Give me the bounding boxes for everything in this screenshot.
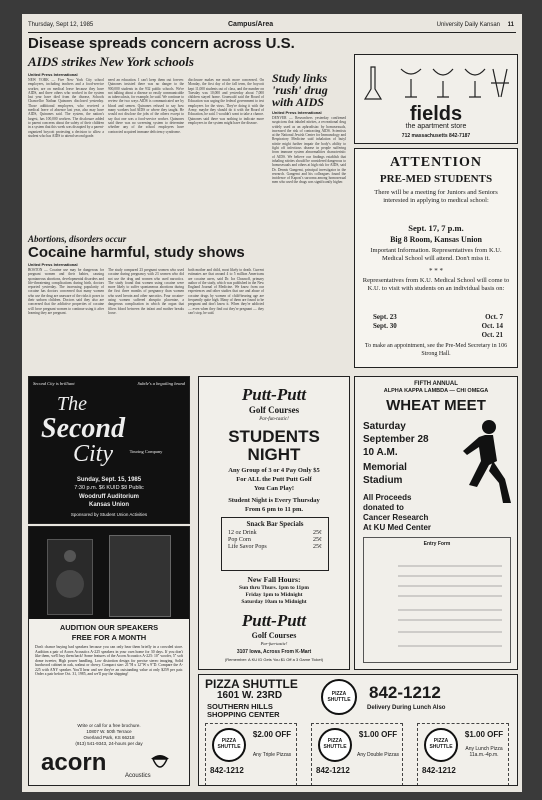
visit-date: Oct. 7 <box>485 313 503 321</box>
premed-meeting-date: Sept. 17, 7 p.m. <box>408 223 464 233</box>
snack-bar-box <box>221 517 329 571</box>
acorn-acoustics-ad <box>28 526 190 786</box>
aids-subhead: AIDS strikes New York schools <box>28 54 194 69</box>
coupon-logo: PIZZA SHUTTLE <box>424 728 458 762</box>
wheat-proceeds: At KU Med Center <box>363 523 432 532</box>
snack-bar-title: Snack Bar Specials <box>246 520 304 528</box>
cocaine-column-1: BOSTON — Cocaine use may be dangerous for pregnant women and their babies, causing spontaneous abortions, developmental disorders and life-threatening complications during birth, doctors reported yesterday. The increasing popularity of cocaine has doctors concerned that many women who use the drug are unaware of the risks it poses to their unborn children. Doctors said they also are concerned that the addictive properties of cocaine will force pregnant women to continue using it after learning they are pregnant. <box>28 268 104 315</box>
pizza-shuttle-logo: PIZZA SHUTTLE <box>321 679 357 715</box>
pizza-address: 1601 W. 23RD <box>217 690 283 701</box>
putt-putt-courses: Golf Courses <box>248 405 300 415</box>
snack-item: Life Savor Pops <box>228 544 267 550</box>
header-section: Campus/Area <box>228 21 274 28</box>
second-city-time: 7:30 p.m. $6 KUID $8 Public <box>74 485 144 491</box>
snack-price: 25¢ <box>313 530 322 536</box>
second-city-quote-right: Subtle's a beguiling brand <box>137 381 185 386</box>
aids-byline: United Press International <box>28 72 78 77</box>
fall-hours-line: Saturday 10am to Midnight <box>241 599 307 605</box>
coupon-double[interactable] <box>311 723 403 786</box>
snack-item: 12 oz Drink <box>228 530 257 536</box>
acorn-address2: Overland Park, KS 66218 <box>83 735 135 740</box>
wheat-proceeds: Cancer Research <box>363 513 429 522</box>
acorn-phone: (913) 541-9343, 24-hours per day <box>75 741 143 746</box>
entry-form-title: Entry Form <box>423 541 451 547</box>
snack-price: 25¢ <box>313 544 322 550</box>
second-city-ad <box>28 376 190 524</box>
visit-date: Sept. 23 <box>373 313 397 321</box>
second-city-logo-city: City <box>73 441 113 467</box>
premed-divider-stars: * * * <box>429 267 443 275</box>
fields-tagline: the apartment store <box>405 123 467 130</box>
rush-headline: Study links 'rush' drug with AIDS <box>272 71 328 109</box>
aids-column-3: disclosure makes me much more concerned. On Monday, the first day of the fall term, the boycott kept 11,000 students out of class, and the number on Tuesday was 10,000 and yesterday about 7,000 children stayed home. Grunwald said the Board of Education was urging the federal government to test employees for the virus. They're doing it with the Army; maybe they should do it with the Board of Education, he said. I wouldn't want to take a chance. Quinones said there was nothing to indicate more employees in the system might have the disease. <box>188 78 264 125</box>
pizza-center: SOUTHERN HILLS <box>207 702 273 711</box>
pizza-phone: 842-1212 <box>369 683 441 702</box>
putt-putt-students: STUDENTS <box>228 427 320 446</box>
coupon-phone: 842-1212 <box>422 766 456 775</box>
fall-hours-line: Sun thru Thurs. 1pm to 11pm <box>239 585 309 591</box>
page-header <box>28 20 516 33</box>
coupon-amount: $1.00 OFF <box>464 730 504 739</box>
second-city-troupe: Touring Company <box>129 449 163 454</box>
putt-putt-hours: From 6 pm to 11 pm. <box>244 506 304 513</box>
putt-putt-all-golf: For ALL the Putt Putt Golf <box>236 476 312 483</box>
fields-ad <box>354 54 518 144</box>
acorn-address: 10807 W. 50th Terrace <box>86 729 132 734</box>
fields-logo: fields <box>409 103 463 125</box>
coupon-amount: $1.00 OFF <box>358 730 398 739</box>
putt-putt-logo: Putt-Putt <box>241 385 307 404</box>
putt-putt-courses-bottom: Golf Courses <box>251 631 297 640</box>
coupon-logo: PIZZA SHUTTLE <box>212 728 246 762</box>
wheat-meet-ad <box>354 376 518 670</box>
coupon-description: Any Triple Pizzas <box>252 752 292 758</box>
cocaine-byline: United Press International <box>28 262 78 267</box>
acorn-write: Write or call for a free brochure. <box>77 723 141 728</box>
premed-info: Important Information. Representatives from K.U. Medical School will attend. Don't miss it. <box>370 247 502 262</box>
newspaper-page <box>22 14 522 792</box>
putt-putt-tagline-bottom: Par-fun-tastic! <box>260 641 288 646</box>
putt-putt-logo-bottom: Putt-Putt <box>241 611 307 630</box>
coupon-description: Any Double Pizzas <box>357 752 399 758</box>
rush-body: DENVER — Researchers yesterday confirmed suspicions that inhaled nitrites, a recreational drug widely used as an aphrodisiac by homosexuals, increased the risk of contracting AIDS. Scientists at the National Jewish Center for Immunology and Respiratory Medicine said inhalation of butyl nitrite might further impair the body's ability to fight off infectious disease in people suffering from immune system abnormalities characteristic of AIDS. We believe our findings establish that inhaling nitrites should be considered dangerous to homosexuals and others at high risk for AIDS, said Dr. Dennis Gangemi, principal investigator in the research. Gangemi and his colleagues found the incidence of Kaposi's sarcoma among homosexual men who used the drugs was significantly higher. <box>272 116 346 185</box>
coupon-phone: 842-1212 <box>316 766 350 775</box>
wheat-meet-title: WHEAT MEET <box>386 397 486 414</box>
wine-glasses-illustration <box>361 63 511 101</box>
putt-putt-remember: (Remember: A KU ID Gets You $1 Off a 3 Game Ticket) <box>224 657 324 662</box>
acorn-title2: FREE FOR A MONTH <box>71 633 147 642</box>
rush-byline: United Press International <box>272 110 322 115</box>
pizza-delivery: Delivery During Lunch Also <box>367 705 446 711</box>
fall-hours-line: Friday 1pm to Midnight <box>245 592 303 598</box>
speaker-photo <box>29 527 189 619</box>
wheat-meet-annual: FIFTH ANNUAL <box>414 381 458 387</box>
snack-price: 25¢ <box>313 537 322 543</box>
wheat-meet-date: September 28 <box>363 434 429 445</box>
premed-reps-text: Representatives from K.U. Medical School will come to K.U. to visit with students on an individual basis on: <box>362 277 510 292</box>
putt-putt-ad <box>198 376 350 670</box>
cocaine-headline: Cocaine harmful, study shows <box>28 244 245 261</box>
acorn-logo-sub: Acoustics <box>125 773 151 779</box>
header-page-number: 11 <box>507 22 514 28</box>
snack-item: Pop Corn <box>228 537 251 543</box>
second-city-logo-the: The <box>57 393 87 415</box>
premed-intro: There will be a meeting for Juniors and Seniors interested in applying to medical school: <box>374 189 498 204</box>
runner-silhouette-icon <box>459 417 513 507</box>
putt-putt-every-thursday: Student Night is Every Thursday <box>228 497 320 504</box>
coupon-triple[interactable] <box>205 723 297 786</box>
acorn-logo: acorn <box>41 749 107 776</box>
pizza-shuttle-ad <box>198 674 518 786</box>
premed-ad <box>354 148 518 368</box>
visit-date: Sept. 30 <box>373 322 397 330</box>
second-city-date: Sunday, Sept. 15, 1985 <box>76 477 142 483</box>
putt-putt-can-play: You Can Play! <box>253 485 295 492</box>
fall-hours-title: New Fall Hours: <box>247 575 301 584</box>
aids-column-2: need an education. I can't keep them out forever. Quinones insisted there was no danger to the 900,000 students in the 932 public schools. We're not talking about a disease so easily communicable as tuberculosis, for example, he said. We continue to review the two ways AIDS is communicated are by blood and semen. Quinones refused to say how many workers had AIDS or where they taught. He would not disclose the jobs of the others except to say that one was a food-service worker. Quinones said there was no screening system to determine whether any of the school employees have contracted acquired immune deficiency syndrome. <box>108 78 184 134</box>
speaker-left <box>47 539 93 615</box>
putt-putt-night: NIGHT <box>247 445 301 464</box>
coupon-phone: 842-1212 <box>210 766 244 775</box>
coupon-description: Any Lunch Pizza 11a.m.-4p.m. <box>465 746 503 758</box>
aids-column-1: NEW YORK — Five New York City school employees, including teachers and a food-service worker, are on medical leave because they have AIDS, and three others who worked in the system last year have died from the disease, Schools Chancellor Nathan Quinones disclosed yesterday. Those additional employees, who received a medical leave of absence last year, also may have AIDS, Quinones said. The system, the nation's largest, has 100,000 workers. The disclosure added to parent concerns about the safety of their children in a system that this week was disrupted by a parent-organized boycott protesting a decision to allow a student who has AIDS to attend second grade. <box>28 78 104 138</box>
coupon-lunch[interactable] <box>417 723 509 786</box>
wheat-meet-time: 10 A.M. <box>363 447 398 458</box>
premed-appointment: To make an appointment, see the Pre-Med Secretary in 106 Strong Hall. <box>364 343 508 357</box>
visit-date: Oct. 14 <box>481 322 503 330</box>
cocaine-column-3: both mother and child, most likely to death. Current estimates are that around 4 to 5 million Americans are cocaine users, said Dr. Ira Chasnoff, primary author of the study, which was published in the New England Journal of Medicine. We know from our experiences and other studies that use and abuse of cocaine drugs by women of child-bearing age are frequently quite high. Many of them are found to be pregnant and don't know it. When they're addicted — even when they find out they're pregnant — they can't stop, he said. <box>188 268 264 315</box>
acorn-title: AUDITION OUR SPEAKERS <box>59 623 159 632</box>
premed-meeting-place: Big 8 Room, Kansas Union <box>390 235 482 244</box>
acorn-body: Don't chance buying bad speakers because you can only hear them briefly in a crowded store. Audition a pair of Acorn Acoustics A-225 speakers in your own home for 30 days. If you don't like them, we'll buy them back! Some features of the Acorn Acoustics A-225: 10" woofer, 5" soft dome tweeter, High power handling, Low distortion design for precise stereo imaging, Solid hardwood cabinet in oak, walnut or cherry. Compact size: 21"H x 12"W x 9"D. Compare the A-225 with ANY speaker. You'll hear and see they're an outstanding value at only $259 per pair. Order a pair before Oct. 31, 1985, and we'll pay the shipping! <box>35 645 183 676</box>
pizza-center2: SHOPPING CENTER <box>207 710 280 719</box>
aids-headline: Disease spreads concern across U.S. <box>28 35 295 52</box>
wheat-meet-org: ALPHA KAPPA LAMBDA — CHI OMEGA <box>383 388 489 394</box>
coupon-amount: $2.00 OFF <box>252 730 292 739</box>
second-city-venue2: Kansas Union <box>88 502 129 508</box>
premed-visit-dates <box>373 313 503 340</box>
wheat-meet-place: Memorial <box>363 462 407 473</box>
wheat-proceeds: donated to <box>363 503 404 512</box>
coupon-logo: PIZZA SHUTTLE <box>318 728 352 762</box>
tweeter <box>64 550 76 562</box>
second-city-venue: Woodruff Auditorium <box>79 494 139 500</box>
visit-date: Oct. 21 <box>481 331 503 339</box>
wheat-meet-day: Saturday <box>363 421 406 432</box>
cocaine-column-2: The study compared 23 pregnant women who used cocaine during pregnancy with 23 women who did not use the drug and women who used narcotics. The study found that women using cocaine were more likely to suffer spontaneous abortions during the first three months of pregnancy than women who used heroin and other narcotics. Four cocaine-using women suffered abruptio placentae, a dangerous complication in which the organ that filters blood between the infant and mother breaks loose. <box>108 268 184 315</box>
second-city-logo-second: Second <box>41 413 125 444</box>
second-city-quote-left: Second City is brilliant <box>33 381 75 386</box>
cocaine-subhead: Abortions, disorders occur <box>28 234 127 244</box>
second-city-sponsor: Sponsored by Student Union Activities <box>70 512 148 517</box>
woofer <box>56 570 84 598</box>
fields-address: 712 massachusetts 842-7187 <box>401 133 471 139</box>
wheat-entry-form <box>363 537 511 663</box>
pizza-title: PIZZA SHUTTLE <box>205 677 298 691</box>
speaker-right <box>109 535 171 617</box>
putt-putt-group-offer: Any Group of 3 or 4 Pay Only $5 <box>228 467 320 474</box>
wheat-meet-place2: Stadium <box>363 475 403 486</box>
premed-subtitle: PRE-MED STUDENTS <box>379 173 493 185</box>
acorn-icon <box>147 749 173 775</box>
putt-putt-tagline: Par-fun-tastic! <box>259 417 289 422</box>
entry-form-lines <box>368 552 506 658</box>
premed-title: ATTENTION <box>390 155 482 170</box>
header-date: Thursday, Sept 12, 1985 <box>28 22 94 28</box>
putt-putt-address: 3107 Iowa, Across From K-Mart <box>236 649 312 655</box>
header-paper: University Daily Kansan <box>436 22 500 28</box>
wheat-proceeds: All Proceeds <box>363 493 412 502</box>
